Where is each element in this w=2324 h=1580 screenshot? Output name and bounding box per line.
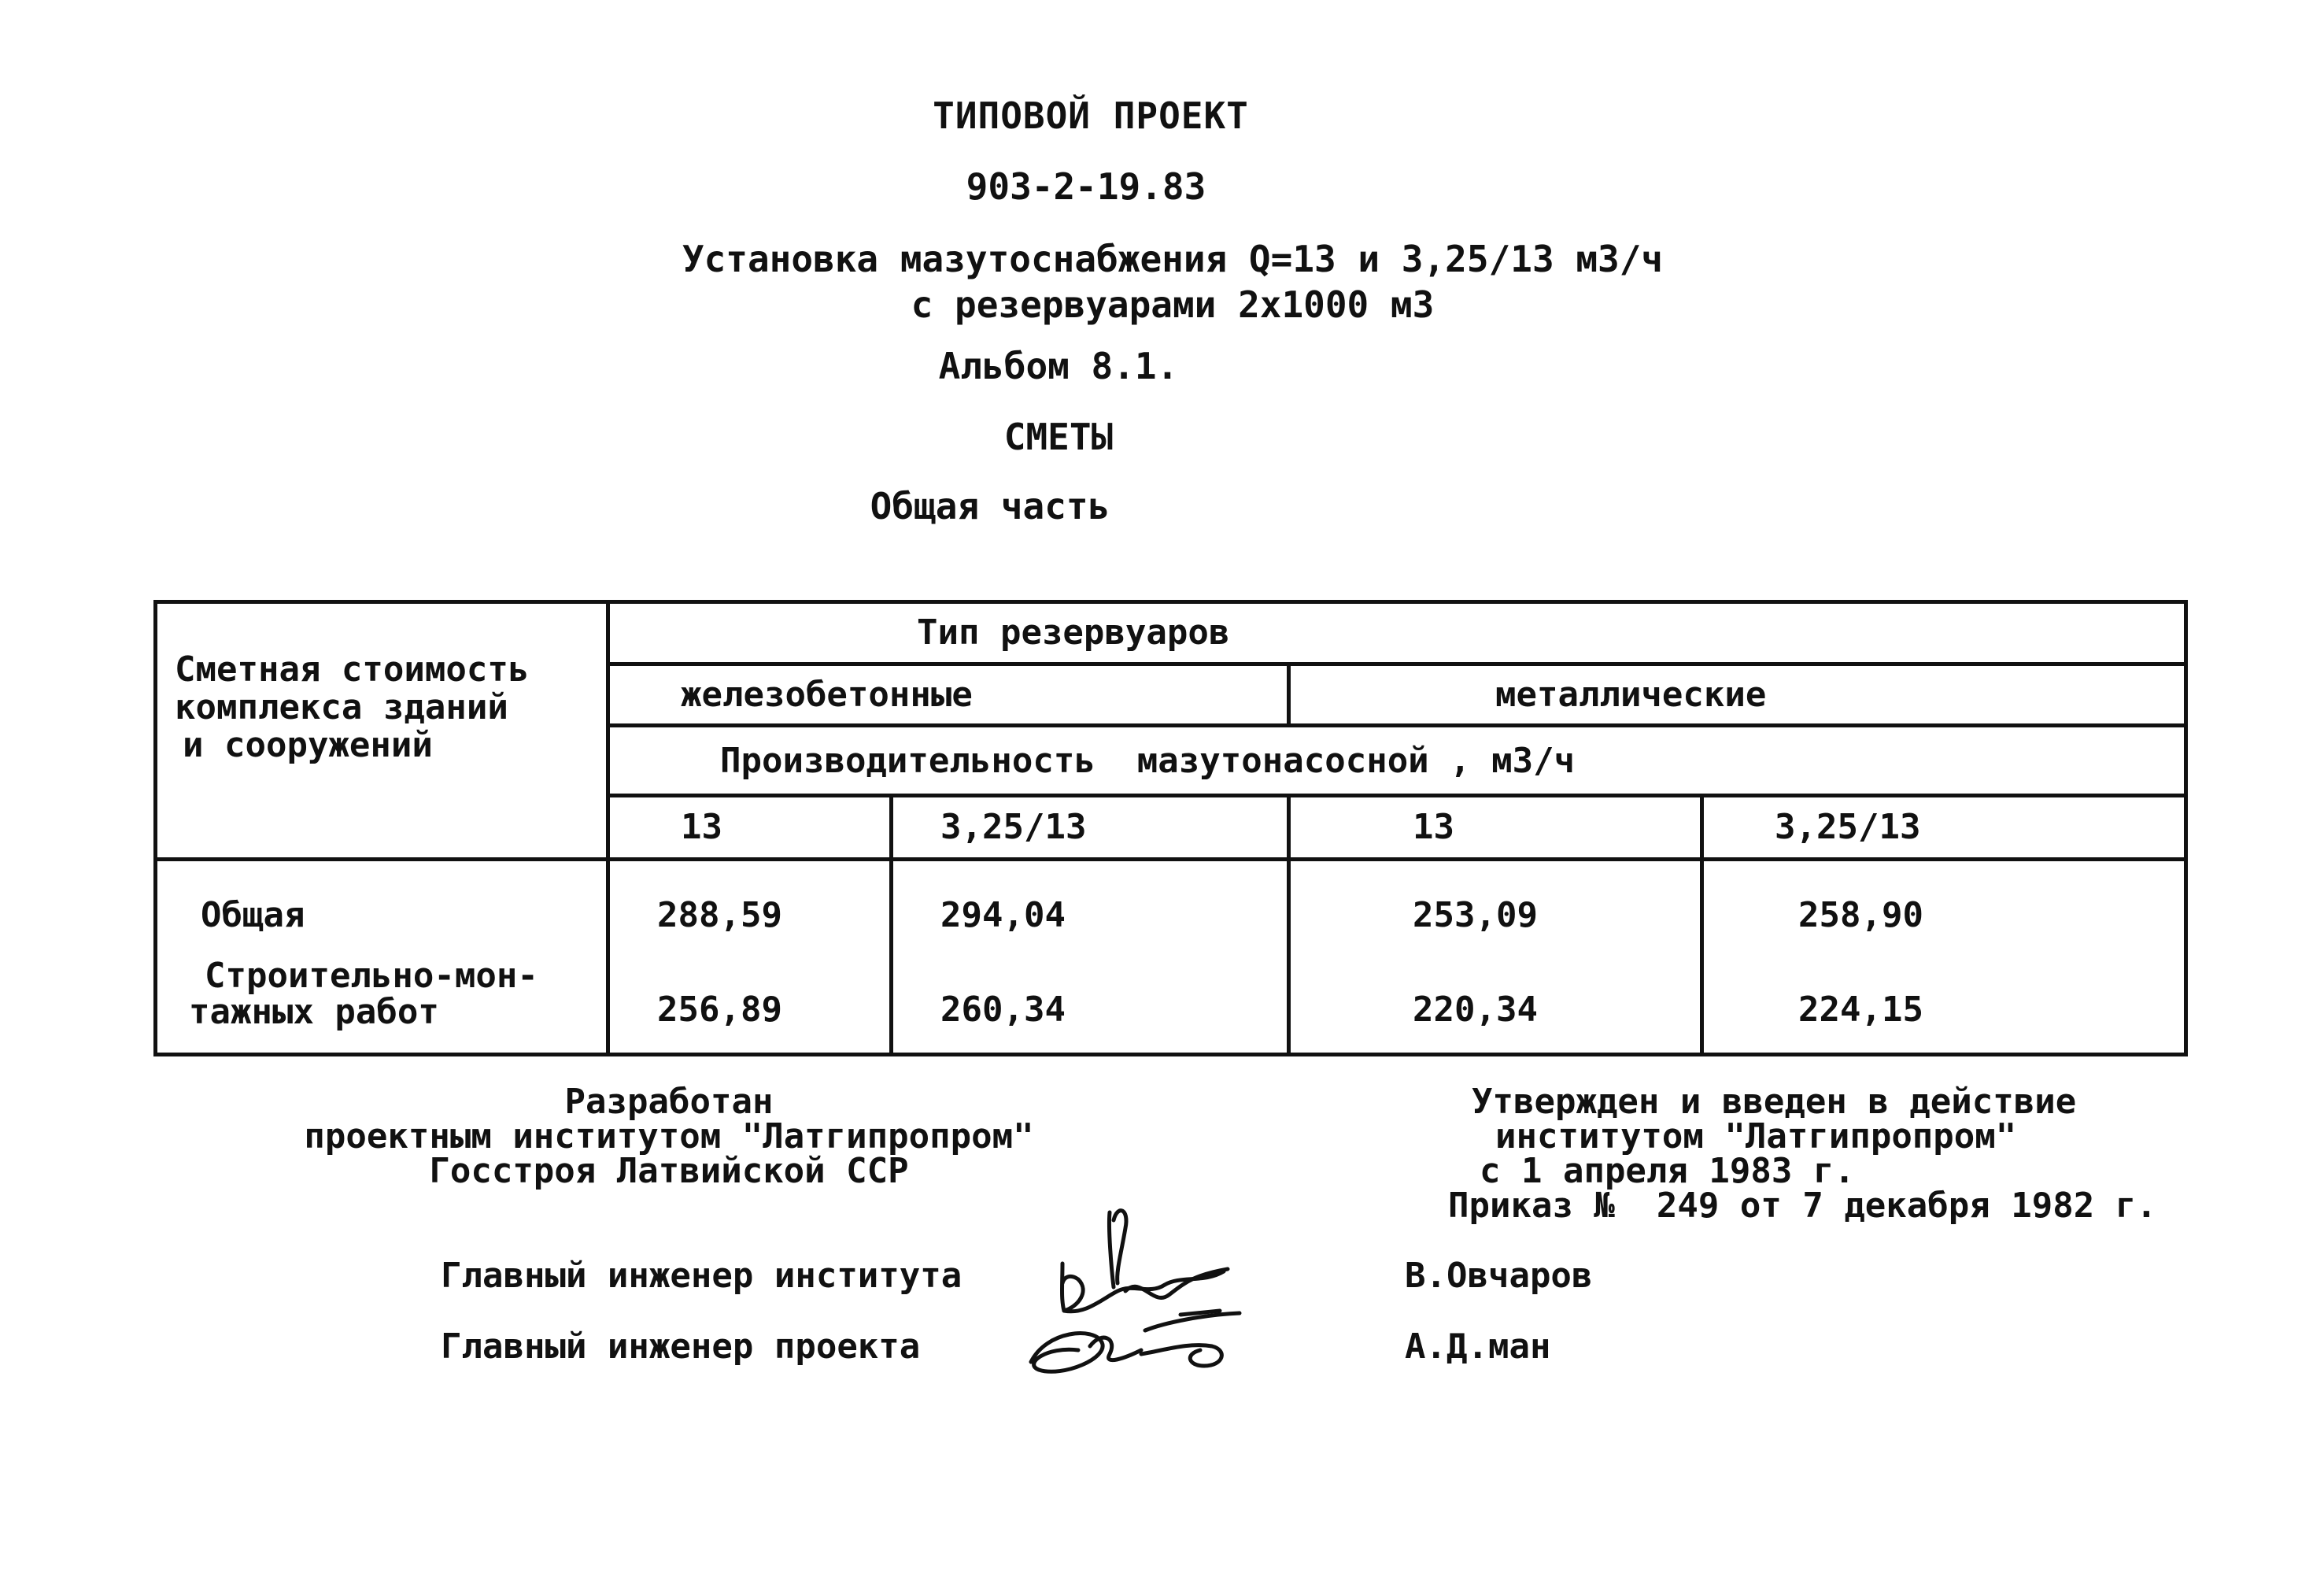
- project-subject: [682, 236, 1663, 327]
- tank-type-metal: металлические: [1289, 664, 2186, 726]
- section-subtitle: Общая часть: [870, 485, 1110, 527]
- table-row-label: Общая: [156, 859, 608, 935]
- table-cell: 258,90: [1702, 859, 2186, 935]
- project-subject-line-2: с резервуарами 2х1000 м3: [911, 283, 1435, 326]
- chief-engineer-institute-name: В.Овчаров: [1405, 1256, 1593, 1296]
- approved-line-2: институтом "Латгипропром": [1495, 1116, 2017, 1156]
- developed-line-1: Разработан: [564, 1082, 774, 1122]
- row-header-line-2: комплекса зданий: [175, 687, 508, 727]
- table-cell: 294,04: [892, 859, 1289, 935]
- tank-type-concrete: железобетонные: [608, 664, 1289, 726]
- col-header-2: 3,25/13: [892, 796, 1289, 860]
- table-cell: 256,89: [608, 935, 892, 1054]
- col-header-4: 3,25/13: [1702, 796, 2186, 860]
- developed-line-2: проектным институтом "Латгипропром": [304, 1116, 1034, 1156]
- col-header-3: 13: [1289, 796, 1702, 860]
- table-cell: 253,09: [1289, 859, 1702, 935]
- tank-type-header: Тип резервуаров: [608, 602, 2186, 664]
- row-header-line-3: и сооружений: [183, 725, 433, 765]
- table-cell: 260,34: [892, 935, 1289, 1054]
- project-number: 903-2-19.83: [966, 165, 1206, 208]
- project-subject-line-1: Установка мазутоснабжения Q=13 и 3,25/13 м3/ч: [682, 238, 1664, 280]
- table-row-label: [156, 935, 608, 1054]
- table-cell: 288,59: [608, 859, 892, 935]
- approval-block: [1448, 1082, 2157, 1226]
- section-title: СМЕТЫ: [1003, 416, 1114, 458]
- cost-table: [153, 600, 2188, 1056]
- table-cell: 220,34: [1289, 935, 1702, 1054]
- table-cell: 224,15: [1702, 935, 2186, 1054]
- approved-line-3: с 1 апреля 1983 г.: [1480, 1151, 1855, 1191]
- chief-engineer-project-label: Главный инженер проекта: [441, 1327, 921, 1367]
- col-header-1: 13: [608, 796, 892, 860]
- row-header-cell: [156, 602, 608, 860]
- row-header-line-1: Сметная стоимость: [175, 649, 530, 690]
- chief-engineer-project-name: А.Д.ман: [1405, 1327, 1551, 1367]
- row-label-line-1: Строительно-мон-: [205, 955, 538, 996]
- developed-by-block: [304, 1082, 1034, 1191]
- row-label-line-2: тажных работ: [189, 991, 439, 1032]
- handwritten-signature: [1015, 1197, 1362, 1393]
- approved-line-1: Утвержден и введен в действие: [1472, 1082, 2077, 1122]
- album-label: Альбом 8.1.: [938, 345, 1179, 387]
- capacity-header: Производительность мазутонасосной , м3/ч: [608, 726, 2186, 796]
- developed-line-3: Госстроя Латвийской ССР: [429, 1151, 909, 1191]
- chief-engineer-institute-label: Главный инженер института: [441, 1256, 962, 1296]
- order-line: Приказ № 249 от 7 декабря 1982 г.: [1448, 1186, 2157, 1226]
- project-type-title: ТИПОВОЙ ПРОЕКТ: [933, 94, 1249, 137]
